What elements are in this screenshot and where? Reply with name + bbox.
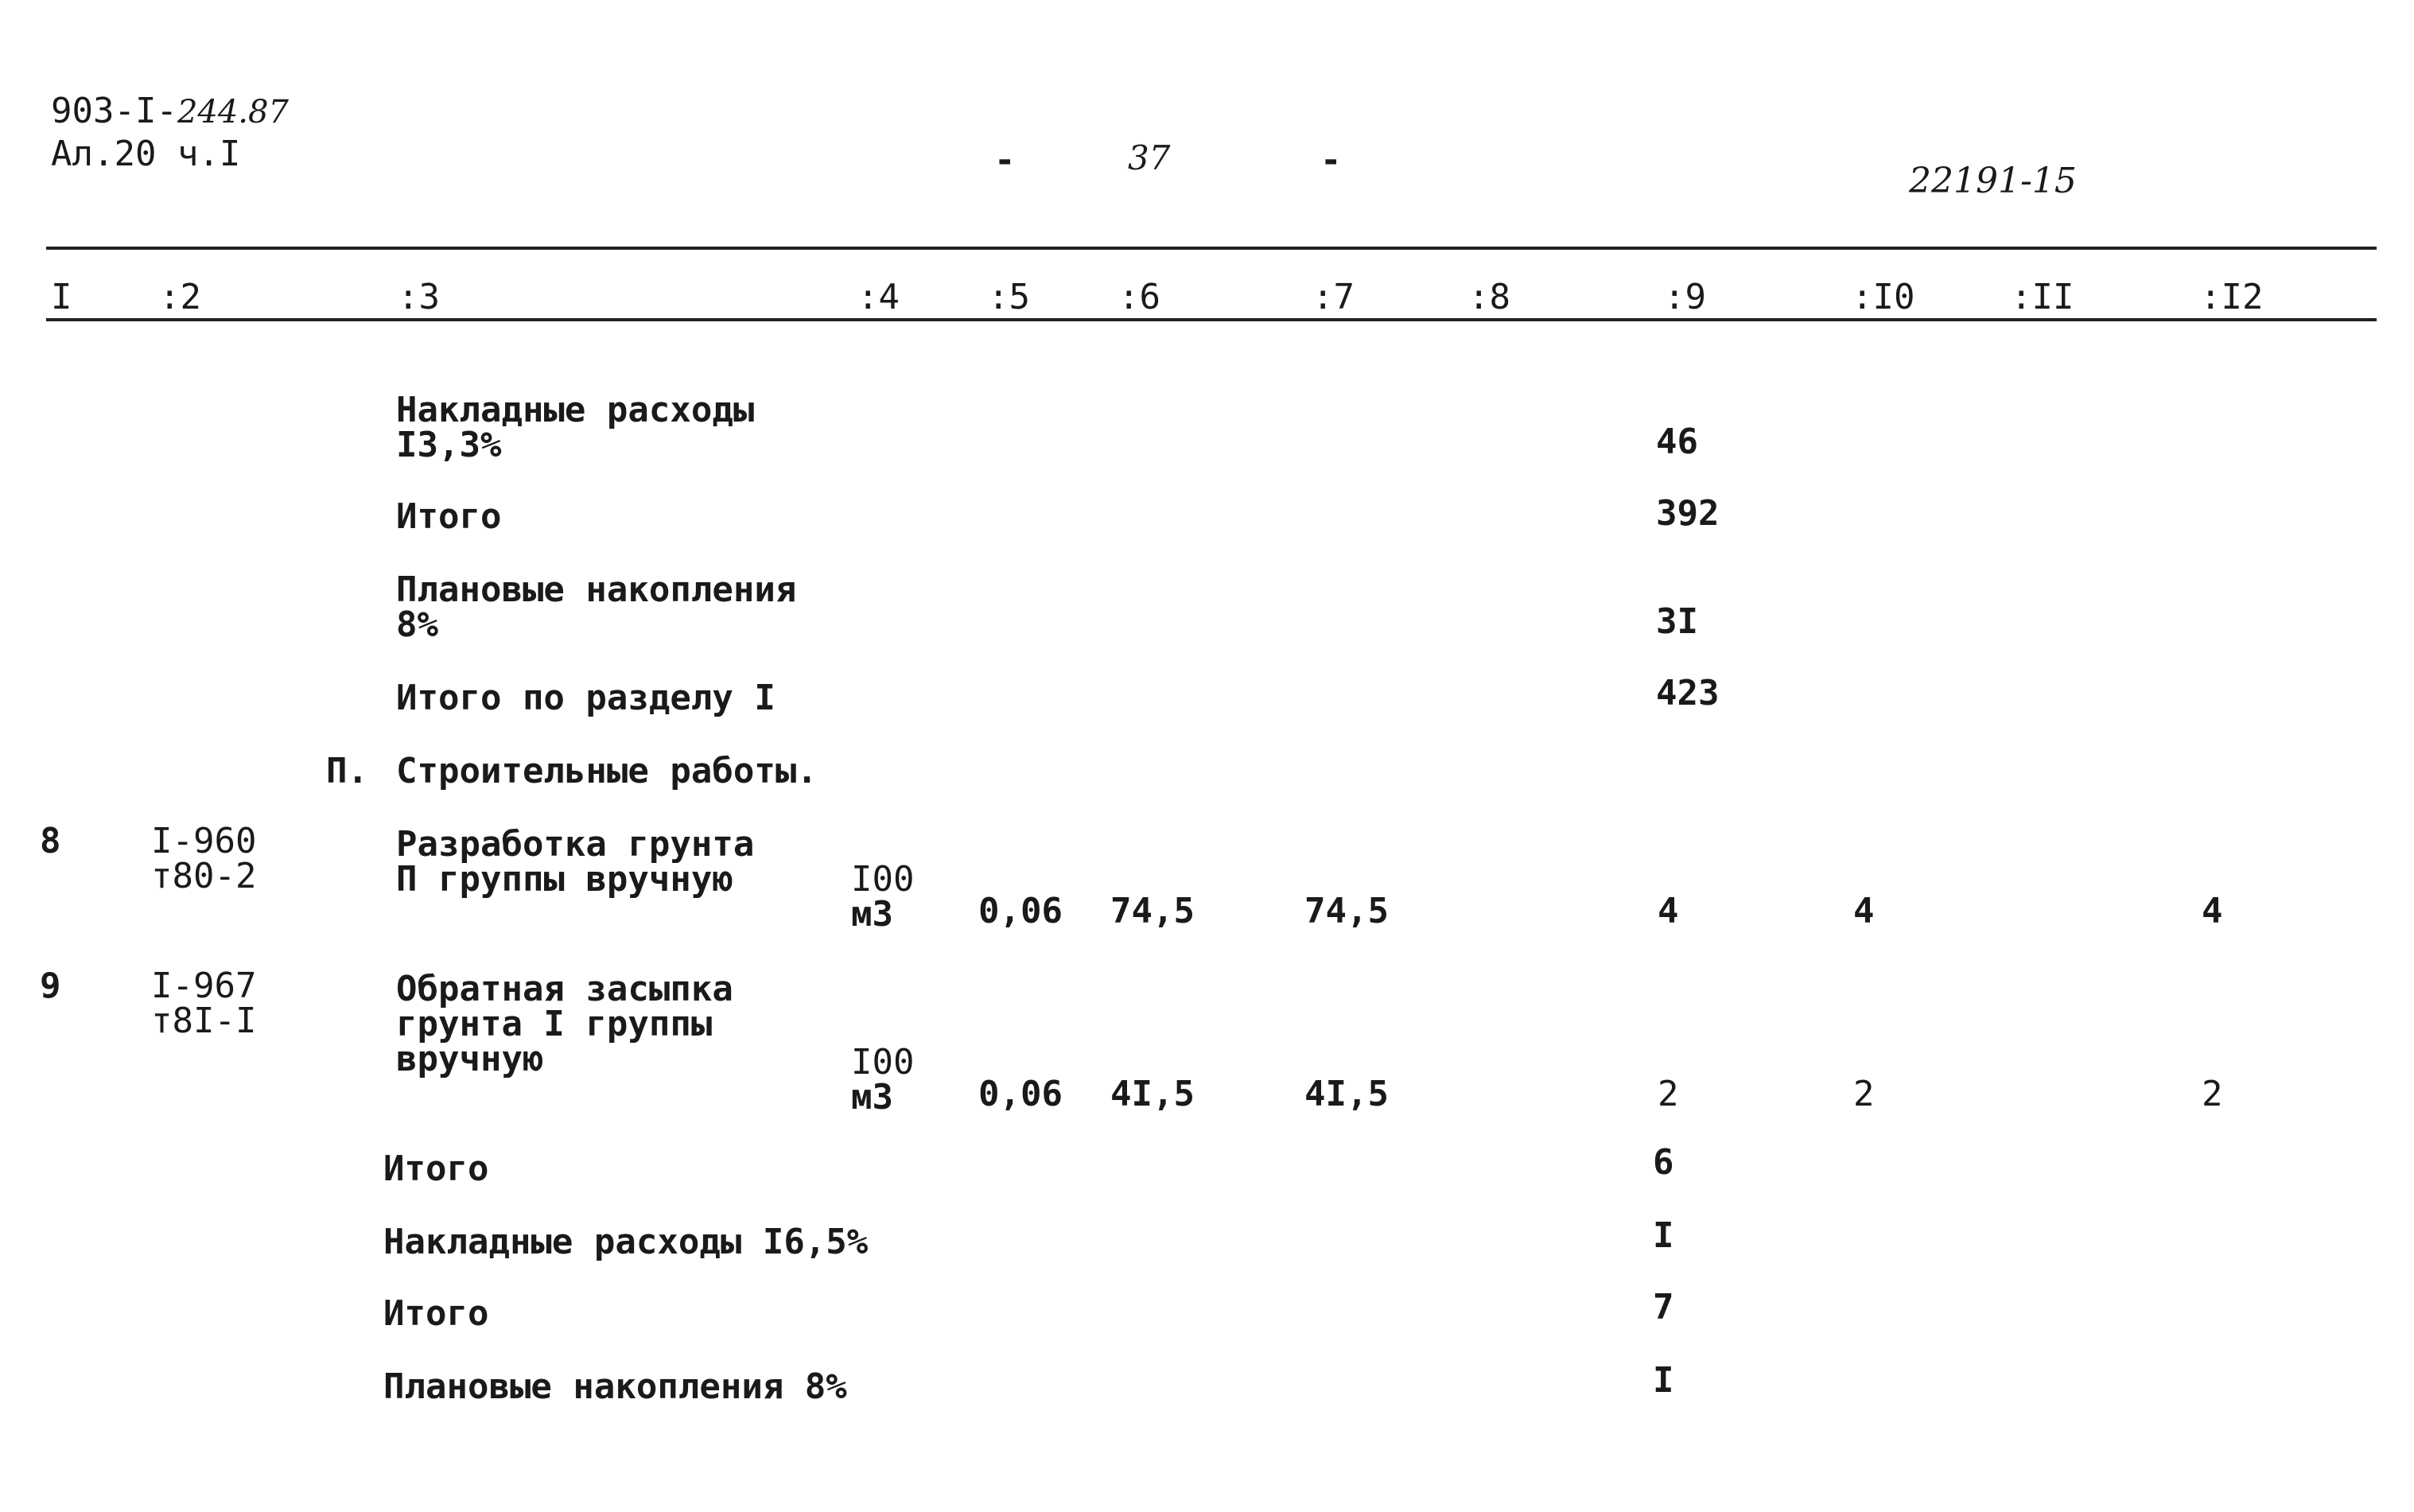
- row-9-number: 9: [40, 966, 61, 1006]
- section2-overhead-label: Накладные расходы I6,5%: [383, 1222, 869, 1262]
- row-9-description-3: вручную: [396, 1039, 544, 1079]
- column-header-7: :7: [1312, 277, 1355, 317]
- document-code-handwritten: 244.87: [177, 94, 289, 130]
- column-header-9: :9: [1664, 277, 1706, 317]
- subtotal-value: 392: [1656, 493, 1720, 534]
- sheet-reference: 22191-15: [1909, 161, 2077, 201]
- section-total-label: Итого по разделу I: [396, 678, 776, 718]
- column-header-6: :6: [1118, 277, 1160, 317]
- row-8-cost-main: 4: [1853, 891, 1875, 931]
- column-header-12: :I2: [2200, 277, 2264, 317]
- page-dash-left: -: [994, 140, 1016, 181]
- row-8-unit-1: I00: [851, 859, 915, 900]
- row-9-unit-1: I00: [851, 1042, 915, 1082]
- row-8-unit-2: м3: [851, 894, 893, 935]
- subtotal-label: Итого: [396, 496, 502, 537]
- row-9-unit-price-main: 4I,5: [1304, 1074, 1389, 1114]
- column-header-4: :4: [857, 277, 900, 317]
- row-9-description-2: грунта I группы: [396, 1004, 713, 1044]
- row-9-cost-wage: 2: [2202, 1074, 2223, 1114]
- section-number: П.: [326, 751, 368, 791]
- row-8-unit-price: 74,5: [1110, 891, 1195, 931]
- row-8-number: 8: [40, 821, 61, 861]
- row-9-description-1: Обратная засыпка: [396, 969, 733, 1009]
- section-total-value: 423: [1656, 673, 1720, 713]
- row-8-cost-wage: 4: [2202, 891, 2223, 931]
- section-title: Строительные работы.: [396, 751, 818, 791]
- row-8-unit-price-main: 74,5: [1304, 891, 1389, 931]
- header-rule-bottom: [46, 318, 2377, 321]
- section2-subtotal-label: Итого: [383, 1149, 489, 1189]
- row-9-cost: 2: [1658, 1074, 1679, 1114]
- document-code: [51, 91, 289, 131]
- page-dash-right: -: [1320, 140, 1342, 181]
- section2-planned-savings-value: I: [1653, 1360, 1674, 1401]
- overhead-rate: I3,3%: [396, 425, 502, 465]
- column-header-2: :2: [159, 277, 201, 317]
- row-8-cost: 4: [1658, 891, 1679, 931]
- overhead-value: 46: [1656, 422, 1698, 462]
- row-8-description-1: Разработка грунта: [396, 824, 755, 865]
- column-header-8: :8: [1468, 277, 1510, 317]
- document-code-prefix: 903-I-: [51, 91, 177, 131]
- row-9-code-2: т8I-I: [151, 1001, 257, 1041]
- page-number: 37: [1128, 138, 1171, 177]
- row-9-unit-price: 4I,5: [1110, 1074, 1195, 1114]
- section2-planned-savings-label: Плановые накопления 8%: [383, 1366, 847, 1407]
- column-header-3: :3: [398, 277, 440, 317]
- row-8-quantity: 0,06: [978, 891, 1063, 931]
- section2-total-label: Итого: [383, 1293, 489, 1334]
- row-9-unit-2: м3: [851, 1077, 893, 1117]
- column-header-5: :5: [988, 277, 1030, 317]
- row-8-description-2: П группы вручную: [396, 859, 733, 900]
- column-header-11: :II: [2011, 277, 2074, 317]
- album-label: Ал.20 ч.I: [51, 134, 241, 174]
- column-header-10: :I0: [1852, 277, 1915, 317]
- planned-savings-label: Плановые накопления: [396, 569, 797, 610]
- planned-savings-value: 3I: [1656, 601, 1698, 642]
- row-9-code-1: I-967: [151, 966, 257, 1006]
- section2-subtotal-value: 6: [1653, 1142, 1674, 1183]
- row-8-code-1: I-960: [151, 821, 257, 861]
- header-rule-top: [46, 247, 2377, 250]
- section2-overhead-value: I: [1653, 1215, 1674, 1256]
- row-9-cost-main: 2: [1853, 1074, 1875, 1114]
- planned-savings-rate: 8%: [396, 604, 438, 645]
- row-9-quantity: 0,06: [978, 1074, 1063, 1114]
- overhead-label: Накладные расходы: [396, 390, 755, 430]
- row-8-code-2: т80-2: [151, 856, 257, 896]
- column-header-1: I: [51, 277, 72, 317]
- section2-total-value: 7: [1653, 1287, 1674, 1327]
